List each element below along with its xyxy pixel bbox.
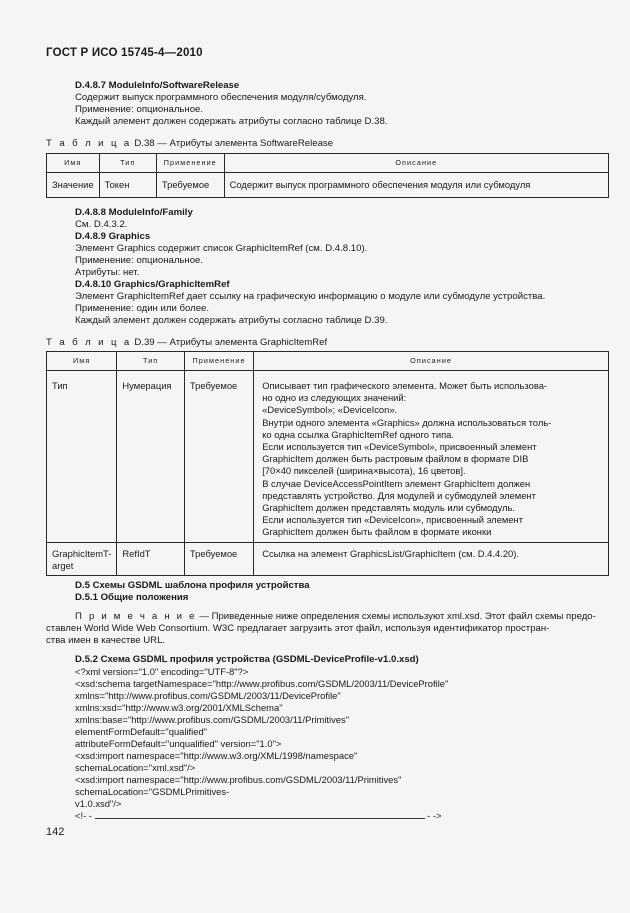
description-line: Если используется тип «DeviceIcon», присвоенный элемент [262,514,524,526]
section-heading-d5: D.5 Схемы GSDML шаблона профиля устройства [75,580,310,591]
paragraph-line: Применение: опциональное. [75,255,204,266]
table-caption-d39 [46,337,327,349]
table-cell [47,543,117,576]
page-number: 142 [46,826,65,838]
table-d38 [46,153,609,198]
paragraph-line: См. D.4.3.2. [75,219,128,230]
code-line: <xsd:schema targetNamespace="http://www.profibus.com/GSDML/2003/11/DeviceProfile" [75,678,449,689]
code-line: schemaLocation="xml.xsd"/> [75,762,196,773]
code-line: attributeFormDefault="unqualified" version="1.0"> [75,738,282,749]
column-header: Тип [117,352,185,371]
description-line: но одно из следующих значений: [262,392,407,404]
paragraph-line: Элемент Graphics содержит список GraphicItemRef (см. D.4.8.10). [75,243,368,254]
table-header-row [47,154,609,173]
name-line: arget [52,560,74,572]
paragraph-line: Каждый элемент должен содержать атрибуты согласно таблице D.39. [75,315,388,326]
column-header: Описание [224,154,608,173]
section-heading-d487: D.4.8.7 ModuleInfo/SoftwareRelease [75,80,240,91]
code-line: <xsd:import namespace="http://www.w3.org/XML/1998/namespace" [75,750,358,761]
table-cell: Нумерация [117,371,185,543]
code-line: <xsd:import namespace="http://www.profibus.com/GSDML/2003/11/Primitives" [75,774,402,785]
paragraph-line: Применение: опциональное. [75,104,204,115]
description-line: В случае DeviceAccessPointItem элемент GraphicItem должен [262,477,531,489]
note-label: П р и м е ч а н и е [75,611,197,622]
name-line: GraphicItemT- [52,548,112,559]
code-line: xmlns:xsd="http://www.w3.org/2001/XMLSchema" [75,702,283,713]
table-cell-description [254,371,609,543]
table-cell: Требуемое [156,173,224,198]
paragraph-line: Применение: один или более. [75,303,210,314]
paragraph-line: Каждый элемент должен содержать атрибуты согласно таблице D.38. [75,116,388,127]
comment-start: <!- - [75,810,92,821]
section-heading-d52: D.5.2 Схема GSDML профиля устройства (GSDML-DeviceProfile-v1.0.xsd) [75,654,419,665]
description-line: [70×40 пикселей (ширина×высота), 16 цветов]. [262,465,466,477]
caption-text: D.39 — Атрибуты элемента GraphicItemRef [134,337,328,348]
section-heading-d489: D.4.8.9 Graphics [75,231,151,242]
column-header: Описание [254,352,609,371]
paragraph-line: Атрибуты: нет. [75,267,140,278]
code-line: xmlns="http://www.profibus.com/GSDML/2003/11/DeviceProfile" [75,690,341,701]
column-header: Тип [99,154,156,173]
table-cell: Ссылка на элемент GraphicsList/GraphicItem (см. D.4.4.20). [254,543,609,576]
note-text: — Приведенные ниже определения схемы используют xml.xsd. Этот файл схемы предо- [199,611,596,622]
description-line: GraphicItem должен представлять модуль или субмодуль. [262,502,515,514]
table-cell: Значение [47,173,100,198]
section-heading-d51: D.5.1 Общие положения [75,592,189,603]
description-line: GraphicItem должен быть растровым файлом в формате DIB [262,453,529,465]
code-line: schemaLocation="GSDMLPrimitives- [75,786,230,797]
description-line: Описывает тип графического элемента. Может быть использова- [262,380,548,391]
column-header: Применение [156,154,224,173]
code-line: elementFormDefault="qualified" [75,726,207,737]
comment-end: - -> [427,810,442,821]
note-line: ства имен в качестве URL. [46,635,166,646]
document-header: ГОСТ Р ИСО 15745-4—2010 [46,47,203,59]
comment-rule [95,810,425,819]
table-row [47,173,609,198]
table-cell: RefIdT [117,543,185,576]
table-cell: Токен [99,173,156,198]
column-header: Применение [184,352,253,371]
table-d39 [46,351,609,576]
table-row [47,543,609,576]
table-cell: Содержит выпуск программного обеспечения модуля или субмодуля [224,173,608,198]
caption-prefix: Т а б л и ц а [46,337,132,348]
description-line: «DeviceSymbol»; «DeviceIcon». [262,404,398,416]
paragraph-line: Элемент GraphicItemRef дает ссылку на графическую информацию о модуле или субмодуле устройства. [75,291,546,302]
section-heading-d488: D.4.8.8 ModuleInfo/Family [75,207,193,218]
section-heading-d4810: D.4.8.10 Graphics/GraphicItemRef [75,279,230,290]
caption-text: D.38 — Атрибуты элемента SoftwareRelease [134,138,334,149]
note-line: ставлен World Wide Web Consortium. W3C предлагает загрузить этот файл, используя идентификатор простран- [46,623,550,634]
xml-comment-line [75,810,441,822]
table-row [47,371,609,543]
table-caption-d38 [46,138,333,150]
description-line: представлять устройство. Для модулей и субмодулей элемент [262,489,536,501]
table-cell: Тип [47,371,117,543]
column-header: Имя [47,352,117,371]
description-line: ко одна ссылка GraphicItemRef одного типа. [262,428,454,440]
code-line: xmlns:base="http://www.profibus.com/GSDML/2003/11/Primitives" [75,714,350,725]
description-line: Внутри одного элемента «Graphics» должна использоваться толь- [262,416,552,428]
paragraph-line: Содержит выпуск программного обеспечения модуля/субмодуля. [75,92,367,103]
description-line: Если используется тип «DeviceSymbol», присвоенный элемент [262,441,537,453]
column-header: Имя [47,154,100,173]
description-line: GraphicItem должен быть файлом в формате иконки [262,526,492,538]
table-cell: Требуемое [184,543,253,576]
code-line: v1.0.xsd"/> [75,798,122,809]
code-line: <?xml version="1.0" encoding="UTF-8"?> [75,666,249,677]
caption-prefix: Т а б л и ц а [46,138,132,149]
table-header-row [47,352,609,371]
note-line [75,611,596,623]
table-cell: Требуемое [184,371,253,543]
